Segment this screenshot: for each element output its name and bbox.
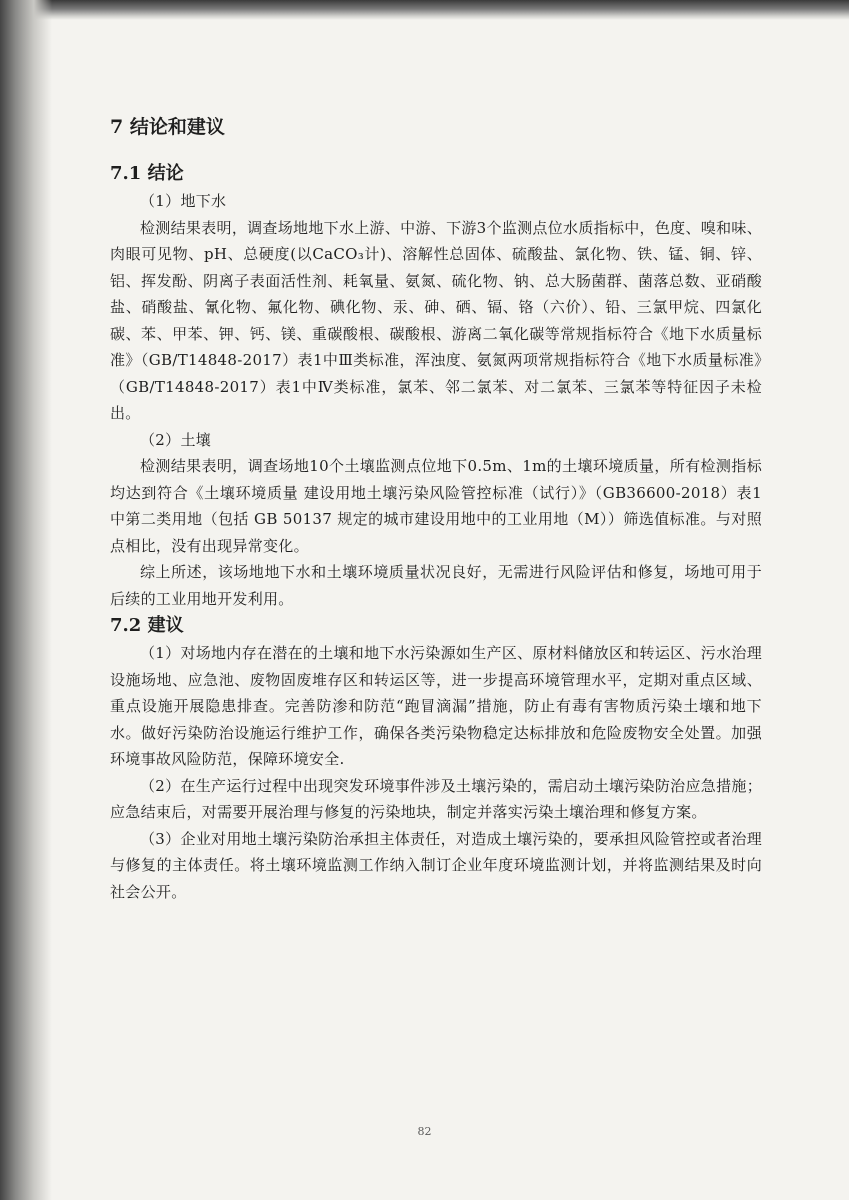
recommendation-item-2: （2）在生产运行过程中出现突发环境事件涉及土壤污染的，需启动土壤污染防治应急措施；应急结束后，对需要开展治理与修复的污染地块，制定并落实污染土壤治理和修复方案。	[110, 776, 762, 821]
chapter-title: 7 结论和建议	[110, 116, 225, 138]
soil-paragraph: 检测结果表明，调查场地10个土壤监测点位地下0.5m、1m的土壤环境质量，所有检测指标均达到符合《土壤环境质量 建设用地土壤污染风险管控标准（试行）》（GB36600-2018）表1中第二类用地（包括 GB 50137 规定的城市建设用地中的工业用地（M））筛选值标准。与对照点相比，没有出现异常变化。	[110, 457, 762, 555]
summary-paragraph: 综上所述，该场地地下水和土壤环境质量状况良好，无需进行风险评估和修复，场地可用于后续的工业用地开发利用。	[110, 563, 762, 608]
book-spine-shadow	[0, 0, 52, 1200]
groundwater-paragraph: 检测结果表明，调查场地地下水上游、中游、下游3个监测点位水质指标中，色度、嗅和味、肉眼可见物、pH、总硬度(以CaCO₃计)、溶解性总固体、硫酸盐、氯化物、铁、锰、铜、锌、铝、挥发酚、阴离子表面活性剂、耗氧量、氨氮、硫化物、钠、总大肠菌群、菌落总数、亚硝酸盐、硝酸盐、氰化物、氟化物、碘化物、汞、砷、硒、镉、铬（六价）、铅、三氯甲烷、四氯化碳、苯、甲苯、钾、钙、镁、重碳酸根、碳酸根、游离二氧化碳等常规指标符合《地下水质量标准》（GB/T14848-2017）表1中Ⅲ类标准，浑浊度、氨氮两项常规指标符合《地下水质量标准》（GB/T14848-2017）表1中Ⅳ类标准，氯苯、邻二氯苯、对二氯苯、三氯苯等特征因子未检出。	[110, 218, 762, 422]
section-title-recommendation: 7.2 建议	[110, 615, 184, 636]
section-title-conclusion: 7.1 结论	[110, 163, 184, 184]
scan-top-shadow	[0, 0, 849, 20]
recommendation-item-3: （3）企业对用地土壤污染防治承担主体责任，对造成土壤污染的，要承担风险管控或者治理与修复的主体责任。将土壤环境监测工作纳入制订企业年度环境监测计划，并将监测结果及时向社会公开。	[110, 829, 762, 901]
groundwater-heading: （1）地下水	[140, 192, 227, 210]
recommendation-item-1: （1）对场地内存在潜在的土壤和地下水污染源如生产区、原材料储放区和转运区、污水治理设施场地、应急池、废物固废堆存区和转运区等，进一步提高环境管理水平，定期对重点区域、重点设施开展隐患排查。完善防渗和防范“跑冒滴漏”措施，防止有毒有害物质污染土壤和地下水。做好污染防治设施运行维护工作，确保各类污染物稳定达标排放和危险废物安全处置。加强环境事故风险防范，保障环境安全.	[110, 644, 762, 768]
page-content	[110, 112, 762, 905]
soil-heading: （2）土壤	[140, 430, 212, 449]
page-number: 82	[417, 1125, 432, 1138]
